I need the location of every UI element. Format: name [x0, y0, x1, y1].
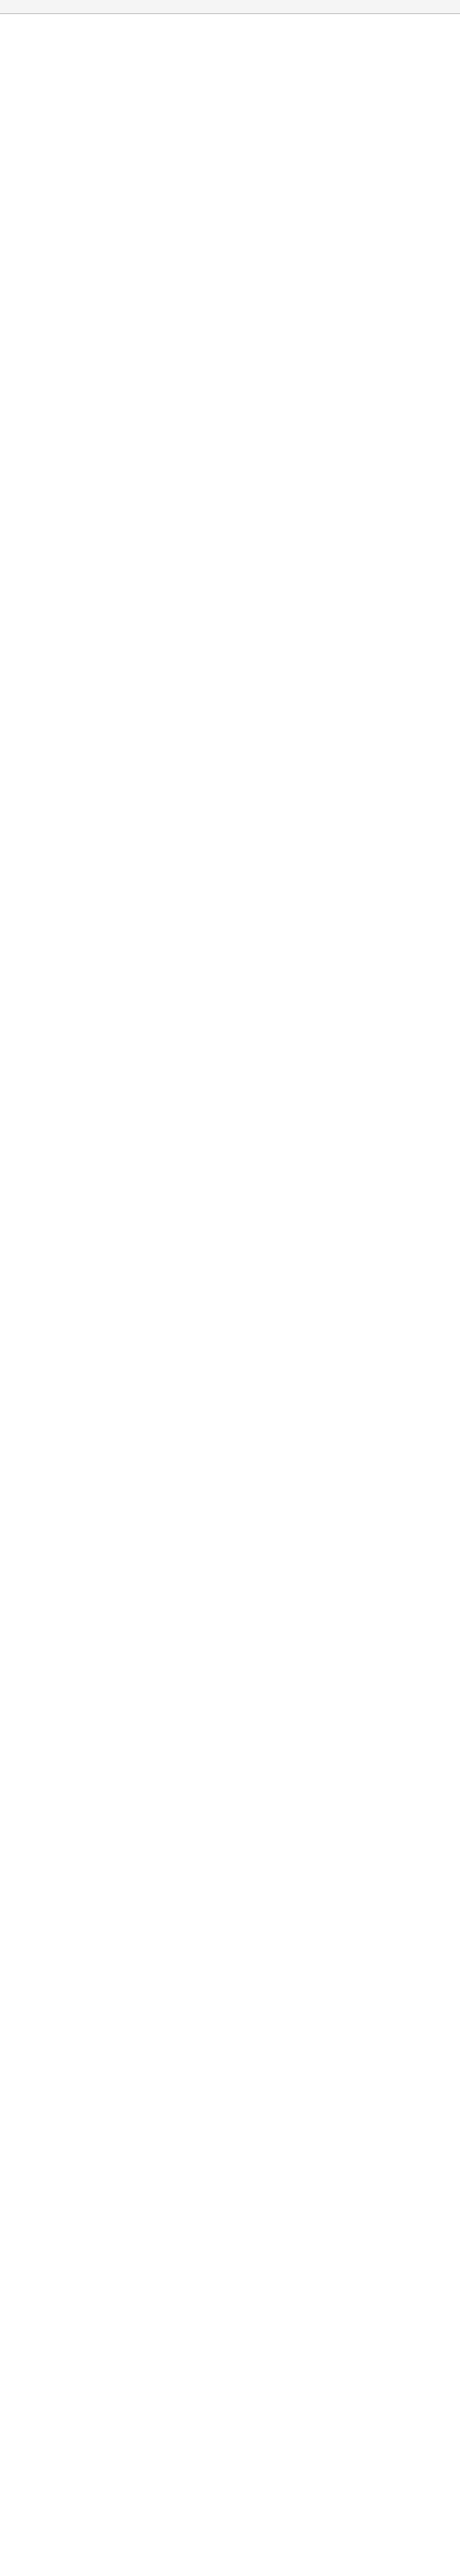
table-header [0, 0, 460, 14]
